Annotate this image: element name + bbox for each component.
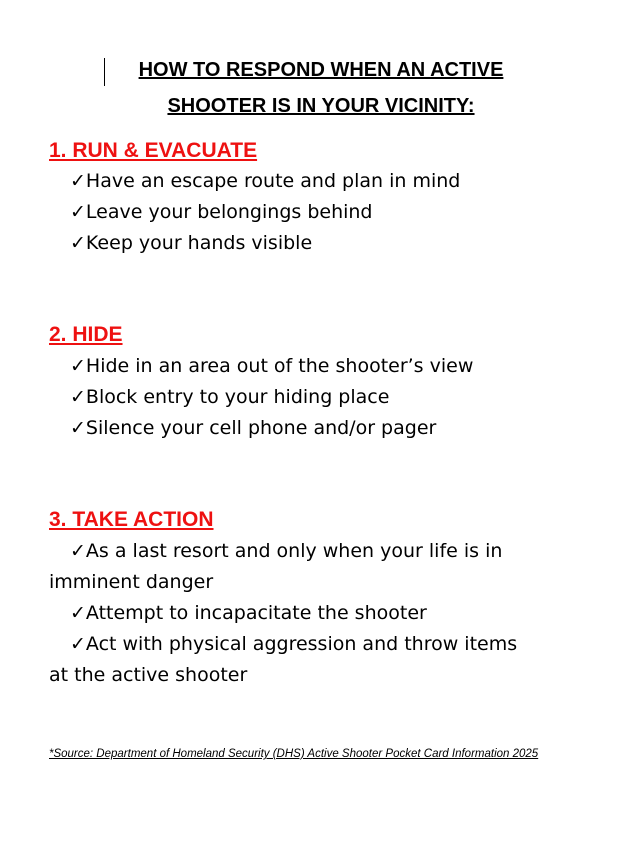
list-item: [49, 598, 609, 629]
section-heading-hide: 2. HIDE: [49, 323, 123, 346]
list-item-text: Leave your belongings behind: [85, 201, 373, 223]
page-title-line-2: SHOOTER IS IN YOUR VICINITY:: [167, 95, 475, 117]
checkmark-icon: ✓: [70, 355, 86, 377]
list-item-text: Keep your hands visible: [85, 232, 313, 254]
checkmark-icon: ✓: [70, 386, 86, 408]
list-item: [49, 166, 609, 197]
page-title-line-1: HOW TO RESPOND WHEN AN ACTIVE: [138, 59, 504, 81]
source-citation: *Source: Department of Homeland Security (DHS) Active Shooter Pocket Card Information 2025: [49, 748, 539, 760]
list-item: [49, 351, 609, 382]
list-item: [49, 629, 534, 691]
list-item-text: Attempt to incapacitate the shooter: [85, 602, 427, 624]
checkmark-icon: ✓: [70, 540, 86, 562]
list-item-text: As a last resort and only when your life is in imminent danger: [49, 540, 503, 593]
list-item-text: Hide in an area out of the shooter’s view: [85, 355, 474, 377]
list-item-text: Block entry to your hiding place: [85, 386, 390, 408]
list-item: [49, 197, 609, 228]
checkmark-icon: ✓: [70, 602, 86, 624]
list-item-text: Act with physical aggression and throw items at the active shooter: [49, 633, 518, 686]
list-item: [49, 228, 609, 259]
section-heading-run: 1. RUN & EVACUATE: [49, 139, 258, 162]
checkmark-icon: ✓: [70, 201, 86, 223]
checkmark-icon: ✓: [70, 232, 86, 254]
list-item-text: Have an escape route and plan in mind: [85, 170, 461, 192]
checkmark-icon: ✓: [70, 417, 86, 439]
checkmark-icon: ✓: [70, 633, 86, 655]
section-heading-take-action: 3. TAKE ACTION: [49, 508, 214, 531]
list-item: [49, 536, 549, 598]
list-item: [49, 382, 609, 413]
list-item-text: Silence your cell phone and/or pager: [85, 417, 437, 439]
list-item: [49, 413, 609, 444]
checkmark-icon: ✓: [70, 170, 86, 192]
